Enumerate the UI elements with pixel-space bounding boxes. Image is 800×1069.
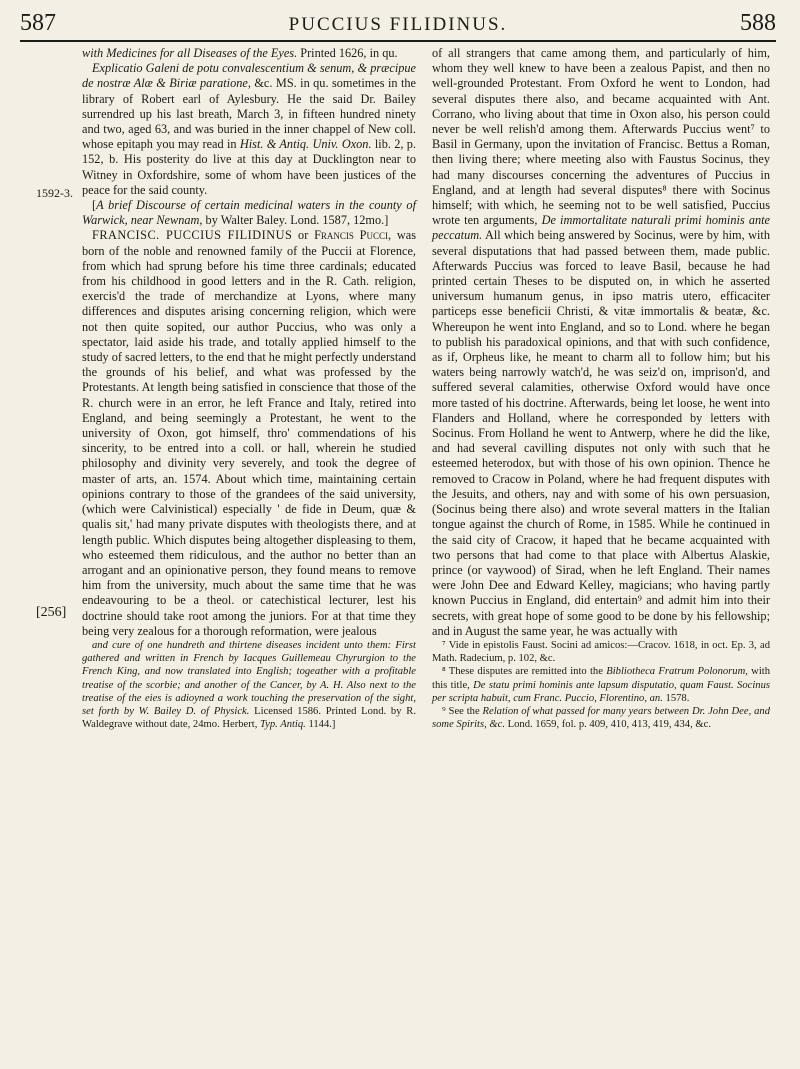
running-title: PUCCIUS FILIDINUS. (288, 14, 508, 35)
right-paragraph-1 (432, 46, 770, 639)
entry-heading: FRANCISC. PUCCIUS FILIDINUS (92, 228, 293, 243)
text-run: or (292, 228, 315, 243)
text-run: by Walter Baley. Lond. 1587, 12mo.] (202, 213, 389, 228)
text-run: 1144.] (305, 719, 336, 731)
left-paragraph-2 (82, 61, 416, 198)
footnote-8 (432, 665, 770, 705)
margin-page-ref: [256] (36, 605, 67, 620)
text-run: Printed 1626, in qu. (297, 46, 398, 60)
text-run: Licensed 1586. Printed Lond. by R. Waldegrave without date, 24mo. Herbert, (82, 705, 416, 731)
text-run: ⁹ See the (442, 705, 483, 717)
entry-body (82, 228, 416, 637)
margin-year: 1592-3. (36, 186, 73, 200)
left-paragraph-1 (82, 46, 416, 61)
header-rule (20, 40, 776, 42)
text-run: 1578. (662, 692, 690, 704)
footnote-9 (432, 705, 770, 731)
text-run: [ (92, 198, 97, 213)
text-run: ⁷ Vide in epistolis Faust. Socini ad amicos:—Cracov. 1618, in oct. Ep. 3, ad Math. Radecium, p. 102, &c. (432, 639, 770, 665)
text-run: A brief Discourse of certain medicinal waters in the county of Warwick, near Newnam, (82, 198, 416, 228)
running-header (20, 8, 776, 42)
text-run: of all strangers that came among them, and particularly of him, whom they well knew to have been a zealous Papist, and then no well-grounded Protestant. From Oxford he went to London, had several disputes there also, and became acquainted with Ant. Corrano, who living about that time in Oxon also, his person could never be well relish'd among them. Afterwards Puccius went⁷ to Basil in Germany, upon the invitation of Francisc. Bettus a Roman, then living there; where meeting also with Faustus Socinus, they had many discourses concerning the adventures of Puccius in England, and at length had several disputes⁸ there with Socinus himself; with which, he seeming not to be well satisfied, Puccius wrote ten arguments, (432, 46, 770, 228)
text-run: and cure of one hundreth and thirtene diseases incident unto them: First gathered and written in French by Iacques Guillemeau Chyrurgion to the French King, and now translated into English; togeather with a profitable treatise of the scorbie; and another of the Cancer, by A. H. Also next to the treatise of the eies is adioyned a work touching the preservation of the sight, set forth by W. Bailey D. of Physick. (82, 639, 416, 717)
right-column (432, 46, 770, 731)
text-run: Bibliotheca Fratrum Polonorum, (606, 666, 748, 678)
footnote-7 (432, 639, 770, 665)
text-run: Explicatio Galeni de potu convalescentium & senum, & præcipue de nostræ Alæ & Biriæ paratione, (82, 61, 416, 91)
text-run: lib. 2, p. 152, b. His posterity do live at this day at Ducklington near to Witney in Oxfordshire, some of whom have been justices of the peace for the said county. (82, 137, 416, 197)
text-run: Francis Pucci (314, 228, 389, 243)
left-paragraph-3 (82, 198, 416, 228)
text-run: &c. MS. in qu. sometimes in the library of Robert earl of Aylesbury. He the said Dr. Bailey surrendred up his last breath, March 3, in fifteen hundred ninety and two, aged 63, and was buried in the inner chappel of New coll. whose epitaph you may read in (82, 76, 416, 152)
left-column (82, 46, 416, 731)
text-run: Lond. 1659, fol. p. 409, 410, 413, 419, 434, &c. (504, 719, 711, 731)
page-number-left: 587 (20, 10, 56, 36)
entry-puccius (82, 228, 416, 638)
text-run: ⁸ These disputes are remitted into the (442, 666, 607, 678)
text-run: Typ. Antiq. (260, 719, 306, 731)
page-number-right: 588 (740, 10, 776, 36)
text-run: Relation of what passed for many years between Dr. John Dee, and some Spirits, &c. (432, 705, 770, 731)
left-footnote-continuation (82, 639, 416, 731)
text-run: De immortalitate naturali primi hominis ante peccatum. (432, 213, 770, 243)
text-run: with Medicines for all Diseases of the Eyes. (82, 46, 298, 60)
text-run: All which being answered by Socinus, were by him, with several disputations that had passed between them, made public. Afterwards Puccius was forced to leave Basil, because he had printed certain Theses to be disputed on, in which he asserted universum humanum genus, in ipso matris utero, efficaciter particeps esse beneficii Christi, & vitæ immortalis & beatæ, &c. Whereupon he went into England, and so to Lond. where he began to publish his paradoxical opinions, and that with such confidence, as if, Orpheus like, he meant to charm all to follow him; but his waters being narrowly watch'd, he was seiz'd on, imprison'd, and suffered several calamities, otherwise Oxford would have once more tasted of his doctrine. Afterwards, being let loose, he went into Flanders and Holland, where he corresponded by letters with Socinus. From Holland he went to Antwerp, where he did the like, and had several cavilling disputes not only with such that he esteemed heterodox, but with those of his own opinion. Thence he removed to Cracow in Poland, where he had frequent disputes with the Jesuits, and others, nay and with some of his own persuasion, (Socinus being there also) and wrote several matters in the Italian tongue against the church of Rome, in 1585. While he continued in the said city of Cracow, it haped that he became acquainted with two persons that had come to that place with Albertus Alaskie, prince (or vaywood) of Sirad, when he left England. Their names were John Dee and Edward Kelley, magicians; who having partly known Puccius in England, did entertain⁹ and admit him into their secrets, with great hope of some good to be done by his fellowship; and in August the same year, he was actually with (432, 228, 770, 638)
text-run: De statu primi hominis ante lapsum disputatio, quam Faust. Socinus per scripta habuit, cum Franc. Puccio, Florentino, an. (432, 679, 770, 704)
text-run: with this title, (432, 666, 771, 691)
text-run: , was born of the noble and renowned family of the Puccii at Florence, from which had sprung before his time three cardinals; educated from his childhood in good letters and in the R. Cath. religion, exercis'd the trade of merchandize at Lyons, where many differences and disputes arising concerning religion, which were not then quite sopited, our author Puccius, who was only a spectator, laid aside his trade, and totally applied himself to the study of sacred letters, to the end that he might perfectly understand the grounds of his belief, and what was professed by the Protestants. At length being satisfied in conscience that those of the R. church were in an error, he left France and Italy, retired into England, and being seemingly a Protestant, he went to the university of Oxon, got himself, thro' commendations of his sincerity, to be entred into a coll. or hall, wherein he studied philosophy and divinity very severely, and took the degree of master of arts, an. 1574. About which time, maintaining certain opinions contrary to those of the grandees of the said university, (which were Calvinistical) especially ' de fide in Deum, quæ & qualis sit,' had many private disputes with theologists there, and at length public. Which disputes being altogether displeasing to them, who esteemed them ridiculous, and the author no better than an arrogant and an opinionative person, they found means to remove him from the university, much about the same time that he was endeavouring to be a theol. or catechistical lecturer, lest his doctrine should take root among the juniors. For at that time they being very zealous for a thorough reformation, were jealous (82, 228, 416, 638)
text-run: Hist. & Antiq. Univ. Oxon. (239, 137, 372, 152)
